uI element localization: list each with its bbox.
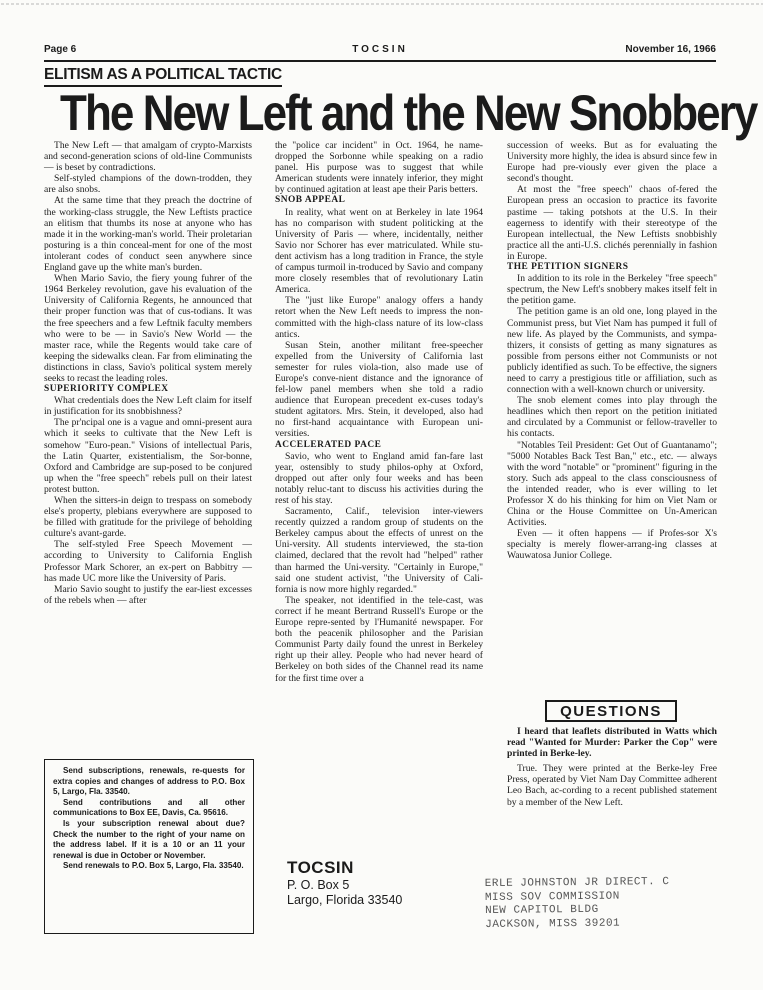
section-heading: SUPERIORITY COMPLEX — [44, 384, 169, 395]
paragraph: Even — it often happens — if Profes-sor X's specialty is merely flower-arrang-ing classes at Wauwatosa Junior College. — [507, 528, 717, 562]
article-headline: The New Left and the New Snobbery — [60, 85, 757, 141]
mailing-label-line: JACKSON, MISS 39201 — [485, 917, 621, 931]
section-heading: ACCELERATED PACE — [275, 439, 382, 450]
paragraph: "Notables Teil President: Get Out of Guantanamo"; "5000 Notables Back Test Ban," etc., etc. — always with the word "notable" or "prominent" figuring in the story. Such ads appeal to the class consciousness of the intended reader, who is ever willing to let Professor X do his thinking for him on Viet Nam or China or the House Committee on Un-American Activities. — [507, 439, 717, 529]
answer-text: True. They were printed at the Berke-ley Free Press, operated by Viet Nam Day Committee adherent Leo Bach, ac-cording to a recent published statement by a member of the New Left. — [507, 763, 717, 808]
paragraph: In reality, what went on at Berkeley in late 1964 has no comparison with student politicking at the University of Paris — where, incidentally, neither Savio nor Schorer has ever matriculated. While stu-dent activism has a long tradition in France, the style of campus turmoil in-troduced by Savio and company more closely resembles that of revolutionary Latin America. — [275, 206, 483, 296]
subscription-line: Send renewals to P.O. Box 5, Largo, Fla. 33540. — [63, 861, 244, 871]
paragraph: At most the "free speech" chaos of-fered the European press an occasion to practice its favorite pastime — taking potshots at the U.S. In their eagerness to identify with their stereotype of the European intellectual, the New Leftists snobbishly practice all the anti-U.S. clichés perennially in fashion in Europe. — [507, 184, 717, 262]
subscription-line: Send subscriptions, renewals, re-quests for extra copies and changes of address to P.O. Box 5, Largo, Fla. 33540. — [53, 766, 245, 797]
paragraph: What credentials does the New Left claim for itself in justification for its snobbishness? — [44, 395, 252, 418]
masthead-address-line: Largo, Florida 33540 — [287, 893, 403, 907]
paragraph: the "police car incident" in Oct. 1964, he name-dropped the Sorbonne while speaking on a radio panel. His purpose was to suggest that while American students were innately inferior, they might by continued agitation at least ape their Paris betters. — [275, 140, 483, 196]
paragraph: When the sitters-in deign to trespass on somebody else's property, plebians everywhere are supposed to be filled with gratitude for the privilege of beholding culture's avant-garde. — [44, 495, 252, 540]
paragraph: When Mario Savio, the fiery young fuhrer of the 1964 Berkeley revolution, gave his evaluation of the University of California Regents, he announced that their proper function was that of cus-todians. It was the free speechers and a few Leftnik faculty members who were to be — in Savio's New World — the master race, while the Regents would take care of keeping the sidewalks clean. Far from eliminating the distinctions in class, Savio's political system merely seeks to recast the leading roles. — [44, 273, 252, 384]
paragraph: Savio, who went to England amid fan-fare last year, ostensibly to study philos-ophy at Oxford, dropped out after only four weeks and has been notably reluc-tant to discuss his activities during the rest of his stay. — [275, 450, 483, 506]
paragraph: The New Left — that amalgam of crypto-Marxists and second-generation scions of old-line Communists — is beset by contradictions. — [44, 140, 252, 174]
top-dotted-border — [0, 3, 763, 5]
subscription-line: Send contributions and all other communications to Box EE, Davis, Ca. 95616. — [53, 797, 245, 818]
page-header — [44, 44, 716, 60]
paragraph: The snob element comes into play through the headlines which then report on the petition initiated and circulated by a Communist or fellow-traveller to his contacts. — [507, 395, 717, 440]
article-kicker: ELITISM AS A POLITICAL TACTIC — [44, 66, 282, 87]
paragraph: At the same time that they preach the doctrine of the working-class struggle, the New Leftists practice an elitism that thumbs its nose at anyone who has made it in the working-man's world. Their proletarian posturing is a thin conceal-ment for one of the most intolerant codes of conduct seen anywhere since England gave up the white man's burden. — [44, 195, 252, 274]
paragraph: Self-styled champions of the down-trodden, they are also snobs. — [44, 173, 252, 196]
paragraph: The speaker, not identified in the tele-cast, was correct if he meant Bertrand Russell's Europe or the Europe repre-sented by l'Humanité newspaper. For both the peacenik philosopher and the Parisian Communist Party daily found the unrest in Berkeley right up their alley. People who had never heard of Berkeley on both sides of the Channel read its name for the first time over a — [275, 594, 483, 684]
paragraph: Susan Stein, another militant free-speecher expelled from the University of California last semester for rules viola-tion, also made use of Europe's conve-nient distance and the ignorance of fel-low panel members when she told a radio audience that European precedent ex-cuses today's student agitators. Mrs. Stein, it developed, also had no first-hand acquaintance with European uni-versities. — [275, 339, 483, 440]
mailing-label-line: NEW CAPITOL BLDG — [485, 903, 599, 917]
page-number: Page 6 — [44, 44, 77, 55]
section-heading: SNOB APPEAL — [275, 195, 346, 206]
article-column-3 — [507, 140, 717, 562]
paragraph: Sacramento, Calif., television inter-viewers recently quizzed a random group of students on the Berkeley campus about the effects of unrest on the Uni-versity. All students interviewed, the sta-tion claimed, declared that the revolt had "helped" rather than harmed the Uni-versity. "Certainly in Europe," said one student activist, "the University of Cali-fornia is now more highly regarded." — [275, 506, 483, 595]
question-text: I heard that leaflets distributed in Watts which read "Wanted for Murder: Parker the Cop" were printed in Berke-ley. — [507, 726, 717, 760]
masthead-address-line: P. O. Box 5 — [287, 878, 350, 892]
subscription-box — [44, 759, 254, 934]
masthead — [287, 858, 402, 908]
paragraph: The petition game is an old one, long played in the Communist press, but Viet Nam has pumped it full of new life. As played by the Communists, and sympa-thizers, it consists of getting as many signatures as possible from persons either not Communists or not publicly identified as such. To be effective, the signers need to carry a prestigious title or affiliation, such as connection with a well-known church or university. — [507, 306, 717, 396]
mailing-label — [485, 876, 670, 932]
paragraph: The self-styled Free Speech Movement — according to University to California English Professor Mark Schorer, an ex-pert on Babbitry — has made UC more like the University of Paris. — [44, 539, 252, 584]
mailing-label-line: MISS SOV COMMISSION — [484, 890, 620, 904]
subscription-line: Is your subscription renewal about due? Check the number to the right of your name on the address label. If it is a 10 or an 11 your renewal is due in October or November. — [53, 818, 245, 860]
paragraph: The "just like Europe" analogy offers a handy retort when the New Left needs to impress the non-committed with the high-class nature of its low-class antics. — [275, 295, 483, 340]
article-column-1 — [44, 140, 252, 606]
issue-date: November 16, 1966 — [625, 44, 716, 55]
questions-heading: QUESTIONS — [545, 700, 677, 722]
questions-section — [507, 726, 717, 808]
paragraph: In addition to its role in the Berkeley "free speech" spectrum, the New Left's snobbery makes itself felt in the petition game. — [507, 273, 717, 307]
header-rule — [44, 60, 716, 62]
paragraph: The pr'ncipal one is a vague and omni-present aura which it seeks to cultivate that the New Left is somehow "Euro-pean." Visions of intellectual Paris, the Latin Quarter, existentialism, the Sor-bonne, Oxford and Cambridge are sup-posed to be conjured up when the "free speech" rebels pull on their latest protest button. — [44, 417, 252, 495]
mailing-label-line: ERLE JOHNSTON JR DIRECT. C — [484, 876, 670, 890]
paragraph: succession of weeks. But as for evaluating the University more highly, the idea is absurd since few in Europe had pre-viously ever given the place a second's thought. — [507, 140, 717, 185]
section-heading: THE PETITION SIGNERS — [507, 262, 629, 273]
masthead-name: TOCSIN — [287, 858, 354, 877]
paragraph: Mario Savio sought to justify the ear-liest excesses of the rebels when — after — [44, 583, 252, 606]
publication-name: TOCSIN — [352, 44, 408, 55]
article-column-2 — [275, 140, 483, 684]
